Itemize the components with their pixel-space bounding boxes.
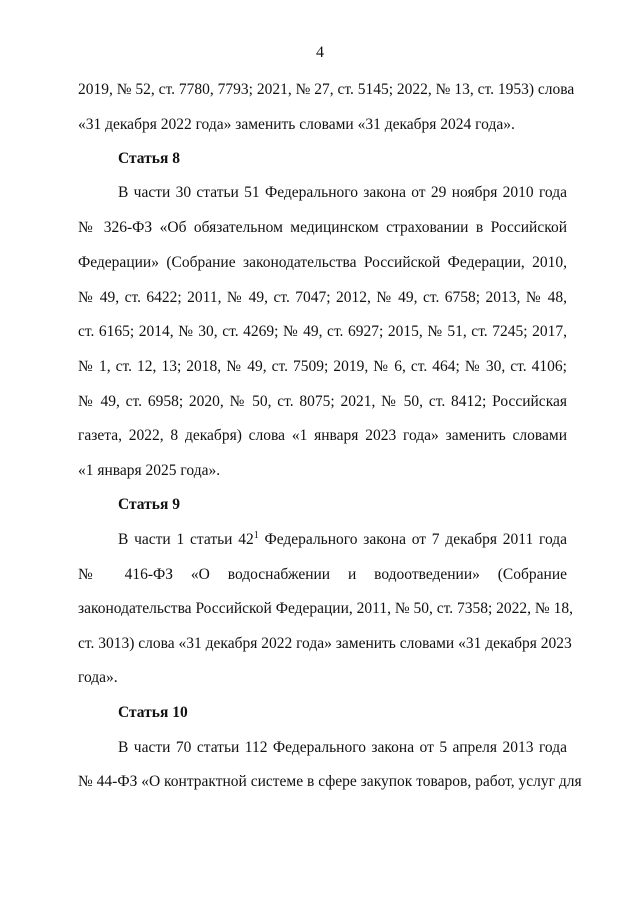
- intro-line-1: 2019, № 52, ст. 7780, 7793; 2021, № 27, ст. 5145; 2022, № 13, ст. 1953) слова: [78, 81, 575, 98]
- article-8-line-7: № 49, ст. 6958; 2020, № 50, ст. 8075; 2021, № 50, ст. 8412; Российская: [78, 393, 567, 410]
- article-8-line-9: «1 января 2025 года».: [78, 462, 221, 479]
- article-9-line-1: [118, 530, 567, 550]
- article-9-line-3: законодательства Российской Федерации, 2011, № 50, ст. 7358; 2022, № 18,: [78, 600, 573, 617]
- page-number: 4: [316, 44, 324, 61]
- article-8-line-4: № 49, ст. 6422; 2011, № 49, ст. 7047; 2012, № 49, ст. 6758; 2013, № 48,: [78, 289, 567, 306]
- article-8-line-5: ст. 6165; 2014, № 30, ст. 4269; № 49, ст. 6927; 2015, № 51, ст. 7245; 2017,: [78, 323, 567, 340]
- article-9-line-1-start: В части 1 статьи 42: [118, 531, 254, 548]
- article-8-line-3: Федерации» (Собрание законодательства Российской Федерации, 2010,: [78, 254, 567, 271]
- article-9-line-2: № 416-ФЗ «О водоснабжении и водоотведении» (Собрание: [78, 566, 567, 583]
- intro-line-2: «31 декабря 2022 года» заменить словами «31 декабря 2024 года».: [78, 116, 515, 133]
- article-9-heading: Статья 9: [118, 496, 180, 513]
- article-8-line-1: В части 30 статьи 51 Федерального закона от 29 ноября 2010 года: [118, 184, 567, 201]
- article-9-line-5: года».: [78, 669, 118, 686]
- article-10-heading: Статья 10: [118, 704, 188, 721]
- article-8-heading: Статья 8: [118, 150, 180, 167]
- article-8-line-2: № 326-ФЗ «Об обязательном медицинском страховании в Российской: [78, 219, 567, 236]
- article-10-line-2: № 44-ФЗ «О контрактной системе в сфере закупок товаров, работ, услуг для: [78, 773, 582, 790]
- article-8-line-8: газета, 2022, 8 декабря) слова «1 января 2023 года» заменить словами: [78, 427, 567, 444]
- article-10-line-1: В части 70 статьи 112 Федерального закона от 5 апреля 2013 года: [118, 739, 567, 756]
- article-9-line-1-end: Федерального закона от 7 декабря 2011 года: [258, 531, 568, 548]
- article-9-superscript: 1: [253, 530, 259, 541]
- article-9-line-4: ст. 3013) слова «31 декабря 2022 года» заменить словами «31 декабря 2023: [78, 635, 572, 652]
- article-8-line-6: № 1, ст. 12, 13; 2018, № 49, ст. 7509; 2019, № 6, ст. 464; № 30, ст. 4106;: [78, 358, 567, 375]
